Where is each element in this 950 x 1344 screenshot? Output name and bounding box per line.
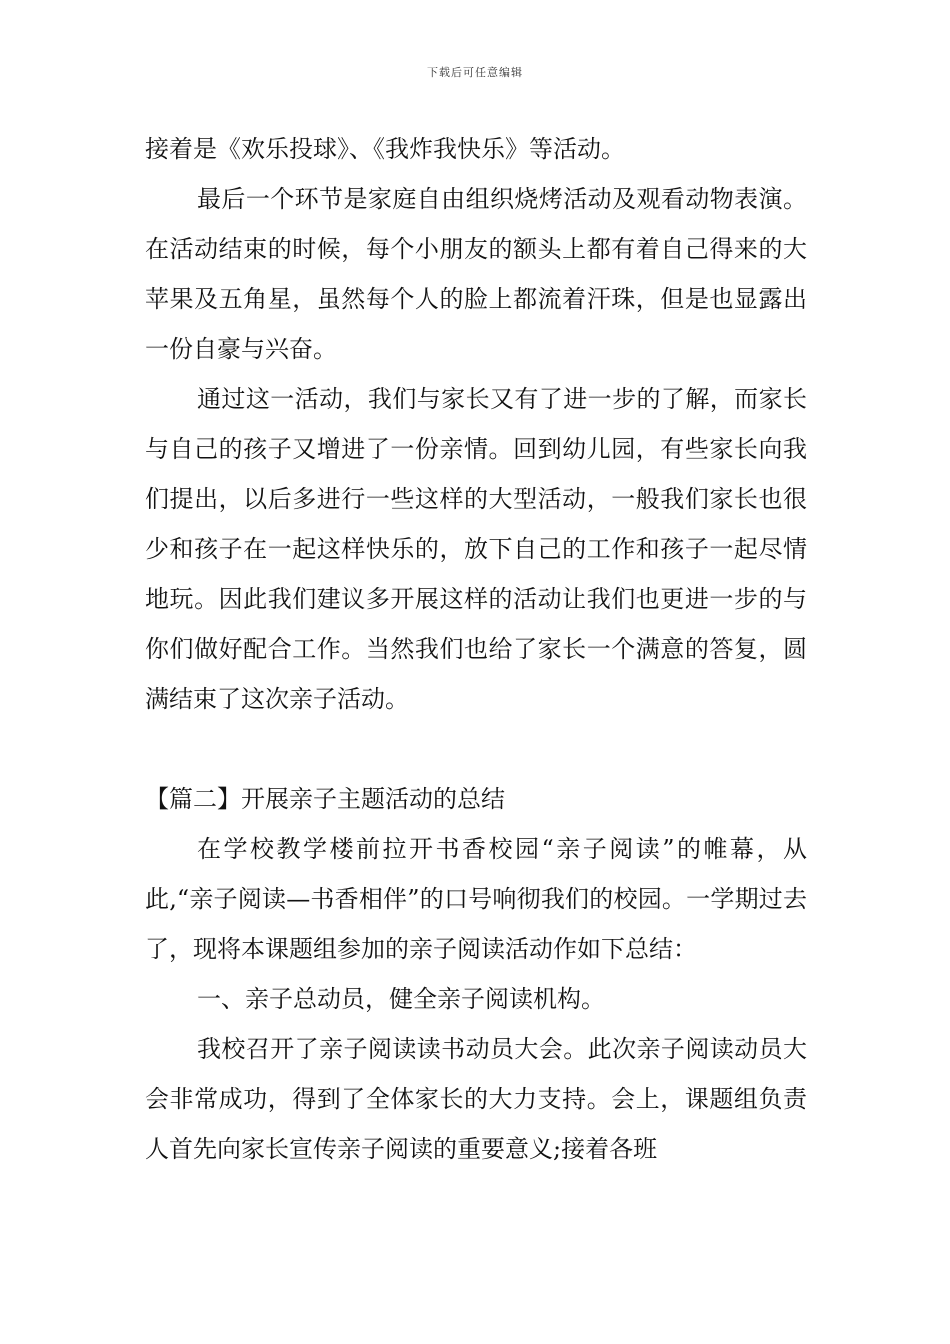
paragraph-mobilization-meeting: 我校召开了亲子阅读读书动员大会。此次亲子阅读动员大会非常成功，得到了全体家长的大力支持。会上，课题组负责人首先向家长宣传亲子阅读的重要意义;接着各班 — [145, 1035, 807, 1163]
page-header-note: 下载后可任意编辑 — [427, 66, 523, 79]
paragraph-final-activity: 最后一个环节是家庭自由组织烧烤活动及观看动物表演。在活动结束的时候，每个小朋友的额头上都有着自己得来的大苹果及五角星，虽然每个人的脸上都流着汗珠，但是也显露出一份自豪与兴奋。 — [145, 185, 807, 363]
paragraph-activity-summary: 通过这一活动，我们与家长又有了进一步的了解，而家长与自己的孩子又增进了一份亲情。回到幼儿园，有些家长向我们提出，以后多进行一些这样的大型活动，一般我们家长也很少和孩子在一起这样快乐的，放下自己的工作和孩子一起尽情地玩。因此我们建议多开展这样的活动让我们也更进一步的与你们做好配合工作。当然我们也给了家长一个满意的答复，圆满结束了这次亲子活动。 — [145, 385, 807, 713]
paragraph-continuation: 接着是《欢乐投球》、《我炸我快乐》等活动。 — [145, 135, 625, 163]
paragraph-reading-intro: 在学校教学楼前拉开书香校园“亲子阅读”的帷幕，从此,“亲子阅读—书香相伴”的口号响彻我们的校园。一学期过去了，现将本课题组参加的亲子阅读活动作如下总结： — [145, 835, 807, 963]
document-body — [145, 124, 807, 1174]
paragraph-heading-one: 一、亲子总动员，健全亲子阅读机构。 — [197, 985, 605, 1013]
section-title: 【篇二】开展亲子主题活动的总结 — [145, 785, 505, 813]
section-spacer — [145, 724, 807, 774]
